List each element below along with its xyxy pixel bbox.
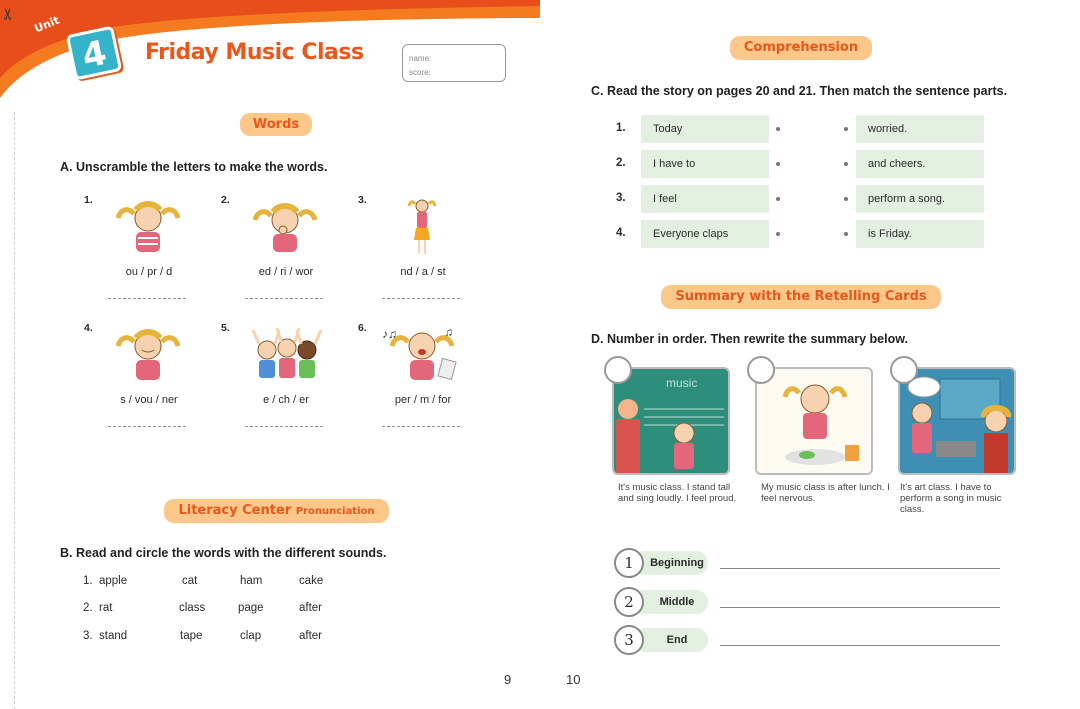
pron-word[interactable]: after [299, 602, 323, 614]
word-letters-1: ou / pr / d [125, 266, 173, 278]
word-letters-2: ed / ri / wor [258, 266, 314, 278]
pron-word[interactable]: after [299, 630, 323, 642]
answer-line-3[interactable] [382, 298, 460, 299]
summary-number-3: 3 [614, 625, 644, 655]
name-score-box[interactable] [402, 44, 506, 82]
pron-word[interactable]: ham [240, 575, 263, 587]
proud-girl-icon [108, 196, 188, 258]
match-left-4: Everyone claps [641, 220, 769, 248]
card-caption-3: It's art class. I have to perform a song in music class. [900, 482, 1002, 515]
instruction-a: A. Unscramble the letters to make the words. [60, 160, 328, 174]
pron-word[interactable]: tape [180, 630, 203, 642]
summary-number-1: 1 [614, 548, 644, 578]
match-left-2: I have to [641, 150, 769, 178]
summary-answer-line-2[interactable] [720, 607, 1000, 608]
pron-word[interactable]: cake [299, 575, 324, 587]
retelling-card-2 [755, 367, 873, 475]
comprehension-section-pill: Comprehension [730, 36, 872, 60]
lunch-card-icon [757, 369, 873, 475]
summary-row-beginning [614, 548, 1014, 578]
pron-word[interactable]: class [179, 602, 206, 614]
answer-line-4[interactable] [108, 426, 186, 427]
svg-text:music: music [666, 376, 698, 390]
page-number-left: 9 [504, 672, 512, 687]
unit-number: 4 [78, 32, 111, 77]
pron-row-1: 1. apple cat ham cake [83, 575, 324, 587]
summary-row-end [614, 625, 1014, 655]
answer-line-6[interactable] [382, 426, 460, 427]
summary-row-middle [614, 587, 1014, 617]
match-dot[interactable] [776, 127, 780, 131]
order-circle-2[interactable] [747, 356, 775, 384]
pron-row-3: 3. stand tape clap after [83, 630, 323, 642]
match-right-2: and cheers. [856, 150, 984, 178]
instruction-c: C. Read the story on pages 20 and 21. Then match the sentence parts. [591, 84, 1008, 98]
literacy-pill-main: Literacy Center [178, 503, 292, 518]
pron-word[interactable]: cat [182, 575, 198, 587]
order-circle-3[interactable] [890, 356, 918, 384]
summary-section-pill: Summary with the Retelling Cards [661, 285, 941, 309]
word-letters-5: e / ch / er [263, 394, 309, 406]
summary-label-middle: Middle [632, 590, 708, 614]
unit-label: Unit [32, 13, 62, 36]
lesson-title: Friday Music Class [145, 40, 364, 65]
card-caption-2: My music class is after lunch. I feel nervous. [761, 482, 890, 504]
match-dot[interactable] [844, 162, 848, 166]
match-dot[interactable] [844, 197, 848, 201]
retelling-card-3 [898, 367, 1016, 475]
pron-word[interactable]: page [238, 602, 264, 614]
match-row-1: 1. Today worried. [616, 115, 1046, 143]
page-number-right: 10 [566, 672, 581, 687]
match-dot[interactable] [776, 162, 780, 166]
match-left-3: I feel [641, 185, 769, 213]
instruction-b: B. Read and circle the words with the different sounds. [60, 546, 387, 560]
match-right-1: worried. [856, 115, 984, 143]
nervous-girl-icon [108, 324, 188, 386]
svg-text:♫: ♫ [444, 325, 453, 339]
summary-answer-line-3[interactable] [720, 645, 1000, 646]
instruction-d: D. Number in order. Then rewrite the summary below. [591, 332, 908, 346]
match-dot[interactable] [844, 127, 848, 131]
match-row-3: 3. I feel perform a song. [616, 185, 1046, 213]
name-label: name: [409, 54, 432, 63]
literacy-pill-sub: Pronunciation [295, 506, 375, 517]
pron-word[interactable]: clap [240, 630, 262, 642]
card-caption-1: It's music class. I stand tall and sing loudly. I feel proud. [618, 482, 737, 504]
cheering-kids-icon [245, 324, 325, 386]
svg-text:♪♫: ♪♫ [382, 327, 397, 341]
art-class-card-icon [900, 369, 1016, 475]
match-dot[interactable] [776, 232, 780, 236]
standing-girl-icon [382, 196, 462, 258]
words-section-pill: Words [240, 113, 312, 136]
pron-word[interactable]: stand [99, 630, 128, 642]
match-right-4: is Friday. [856, 220, 984, 248]
pron-row-2: 2. rat class page after [83, 602, 323, 614]
match-row-2: 2. I have to and cheers. [616, 150, 1046, 178]
performing-girl-icon [382, 324, 462, 386]
word-letters-6: per / m / for [394, 394, 452, 406]
right-page [540, 0, 1080, 709]
summary-number-2: 2 [614, 587, 644, 617]
answer-line-5[interactable] [245, 426, 323, 427]
summary-label-beginning: Beginning [632, 551, 708, 575]
scissors-icon: ✂ [0, 7, 18, 21]
score-label: score: [409, 68, 431, 77]
answer-line-1[interactable] [108, 298, 186, 299]
summary-answer-line-1[interactable] [720, 568, 1000, 569]
music-class-card-icon [614, 369, 730, 475]
word-letters-3: nd / a / st [400, 266, 446, 278]
literacy-section-pill [164, 499, 389, 523]
unit-number-badge [66, 26, 123, 81]
match-dot[interactable] [776, 197, 780, 201]
match-right-3: perform a song. [856, 185, 984, 213]
word-letters-4: s / vou / ner [120, 394, 178, 406]
left-page: ✂ Unit 4 Friday Music Class name: score: Words A. Unscramble the letters to make the words. 1. ou / pr / d 2. ed / ri / wor 3. nd / a / st 4. s / vou / ner 5. e / ch / er 6. ♪♫ ♫ per / m / for Literacy Center Pronunciation B. Read and circle the words with the different sounds. 1. apple cat ham cake 2. rat class page after 3. stand tape clap after 9 [0, 0, 540, 709]
pron-word[interactable]: rat [99, 602, 113, 614]
worried-girl-icon [245, 196, 325, 258]
order-circle-1[interactable] [604, 356, 632, 384]
pron-word[interactable]: apple [99, 575, 128, 587]
cut-line [14, 112, 15, 709]
retelling-card-1 [612, 367, 730, 475]
match-row-4: 4. Everyone claps is Friday. [616, 220, 1046, 248]
match-dot[interactable] [844, 232, 848, 236]
summary-label-end: End [632, 628, 708, 652]
answer-line-2[interactable] [245, 298, 323, 299]
match-left-1: Today [641, 115, 769, 143]
